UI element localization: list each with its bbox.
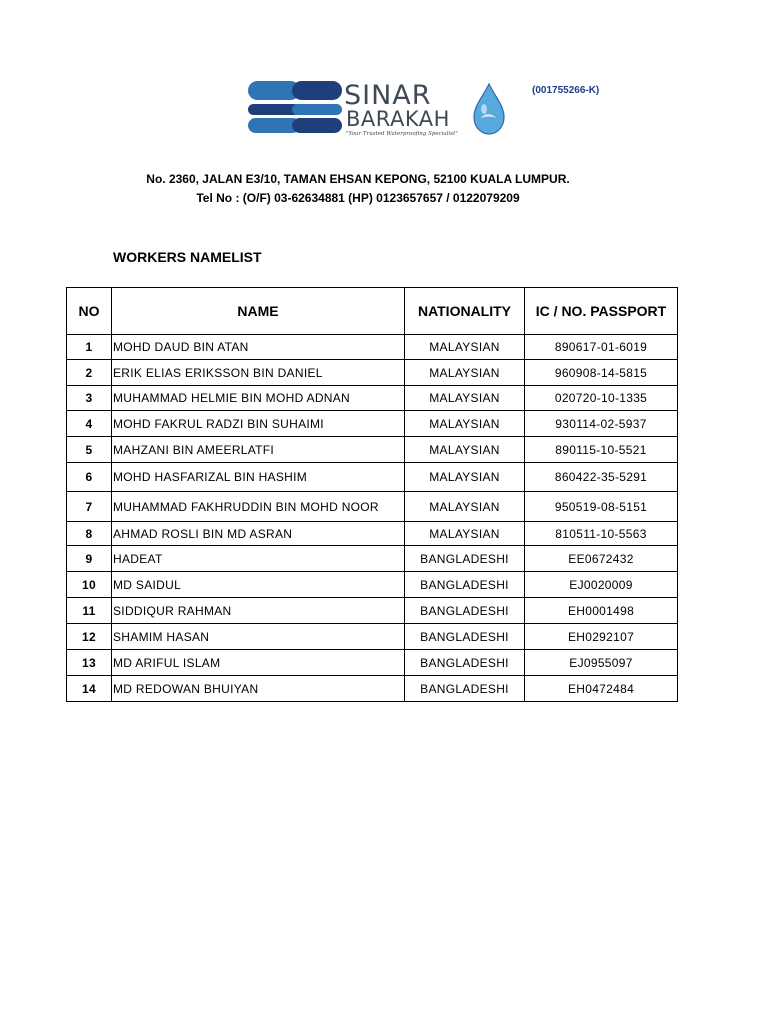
cell-no: 9 — [67, 546, 112, 572]
cell-no: 13 — [67, 650, 112, 676]
cell-nationality: BANGLADESHI — [405, 546, 525, 572]
cell-name: MUHAMMAD FAKHRUDDIN BIN MOHD NOOR — [112, 492, 405, 522]
cell-nationality: MALAYSIAN — [405, 492, 525, 522]
company-contact-block — [0, 170, 716, 208]
cell-nationality: MALAYSIAN — [405, 522, 525, 546]
cell-name: MD REDOWAN BHUIYAN — [112, 676, 405, 702]
cell-id: 810511-10-5563 — [525, 522, 678, 546]
cell-nationality: BANGLADESHI — [405, 572, 525, 598]
cell-id: 860422-35-5291 — [525, 463, 678, 492]
cell-nationality: BANGLADESHI — [405, 650, 525, 676]
table-row — [67, 437, 678, 463]
cell-no: 8 — [67, 522, 112, 546]
table-row — [67, 492, 678, 522]
header-name: NAME — [112, 288, 405, 335]
company-logo — [246, 76, 508, 138]
sinar-barakah-logo-icon — [246, 76, 508, 138]
company-address: No. 2360, JALAN E3/10, TAMAN EHSAN KEPONG, 52100 KUALA LUMPUR. — [146, 172, 570, 186]
cell-no: 2 — [67, 360, 112, 386]
cell-name: MOHD HASFARIZAL BIN HASHIM — [112, 463, 405, 492]
cell-no: 11 — [67, 598, 112, 624]
cell-name: HADEAT — [112, 546, 405, 572]
table-row — [67, 650, 678, 676]
cell-no: 3 — [67, 386, 112, 411]
logo-tagline: "Your Trusted Waterproofing Specialist" — [346, 131, 458, 137]
table-row — [67, 463, 678, 492]
cell-no: 7 — [67, 492, 112, 522]
cell-nationality: BANGLADESHI — [405, 676, 525, 702]
cell-no: 10 — [67, 572, 112, 598]
cell-name: ERIK ELIAS ERIKSSON BIN DANIEL — [112, 360, 405, 386]
header-id: IC / NO. PASSPORT — [525, 288, 678, 335]
cell-name: MOHD FAKRUL RADZI BIN SUHAIMI — [112, 411, 405, 437]
table-row — [67, 386, 678, 411]
cell-name: MUHAMMAD HELMIE BIN MOHD ADNAN — [112, 386, 405, 411]
cell-no: 6 — [67, 463, 112, 492]
logo-text-sinar: SINAR — [344, 80, 432, 111]
cell-id: 950519-08-5151 — [525, 492, 678, 522]
cell-id: 020720-10-1335 — [525, 386, 678, 411]
table-row — [67, 624, 678, 650]
cell-name: SIDDIQUR RAHMAN — [112, 598, 405, 624]
cell-id: EH0001498 — [525, 598, 678, 624]
table-row — [67, 546, 678, 572]
cell-no: 4 — [67, 411, 112, 437]
cell-id: EE0672432 — [525, 546, 678, 572]
cell-id: EJ0020009 — [525, 572, 678, 598]
cell-id: 890617-01-6019 — [525, 335, 678, 360]
cell-no: 1 — [67, 335, 112, 360]
cell-nationality: MALAYSIAN — [405, 463, 525, 492]
cell-name: AHMAD ROSLI BIN MD ASRAN — [112, 522, 405, 546]
cell-nationality: MALAYSIAN — [405, 437, 525, 463]
cell-name: MOHD DAUD BIN ATAN — [112, 335, 405, 360]
table-row — [67, 572, 678, 598]
cell-name: MAHZANI BIN AMEERLATFI — [112, 437, 405, 463]
cell-id: 960908-14-5815 — [525, 360, 678, 386]
table-row — [67, 598, 678, 624]
table-row — [67, 676, 678, 702]
company-registration-number: (001755266-K) — [532, 85, 600, 96]
cell-id: 890115-10-5521 — [525, 437, 678, 463]
cell-nationality: MALAYSIAN — [405, 386, 525, 411]
table-row — [67, 522, 678, 546]
cell-name: SHAMIM HASAN — [112, 624, 405, 650]
cell-nationality: MALAYSIAN — [405, 411, 525, 437]
cell-id: 930114-02-5937 — [525, 411, 678, 437]
table-row — [67, 335, 678, 360]
cell-no: 5 — [67, 437, 112, 463]
cell-nationality: BANGLADESHI — [405, 624, 525, 650]
cell-name: MD SAIDUL — [112, 572, 405, 598]
header-nationality: NATIONALITY — [405, 288, 525, 335]
table-body — [67, 335, 678, 702]
header-no: NO — [67, 288, 112, 335]
cell-no: 14 — [67, 676, 112, 702]
cell-no: 12 — [67, 624, 112, 650]
cell-name: MD ARIFUL ISLAM — [112, 650, 405, 676]
cell-id: EJ0955097 — [525, 650, 678, 676]
company-phone: Tel No : (O/F) 03-62634881 (HP) 0123657657 / 0122079209 — [196, 191, 520, 205]
cell-nationality: MALAYSIAN — [405, 335, 525, 360]
cell-id: EH0292107 — [525, 624, 678, 650]
cell-nationality: BANGLADESHI — [405, 598, 525, 624]
document-title: WORKERS NAMELIST — [113, 249, 262, 265]
cell-id: EH0472484 — [525, 676, 678, 702]
table-row — [67, 360, 678, 386]
table-row — [67, 411, 678, 437]
logo-text-barakah: BARAKAH — [346, 107, 450, 131]
table-header-row — [67, 288, 678, 335]
workers-table — [66, 287, 678, 702]
cell-nationality: MALAYSIAN — [405, 360, 525, 386]
